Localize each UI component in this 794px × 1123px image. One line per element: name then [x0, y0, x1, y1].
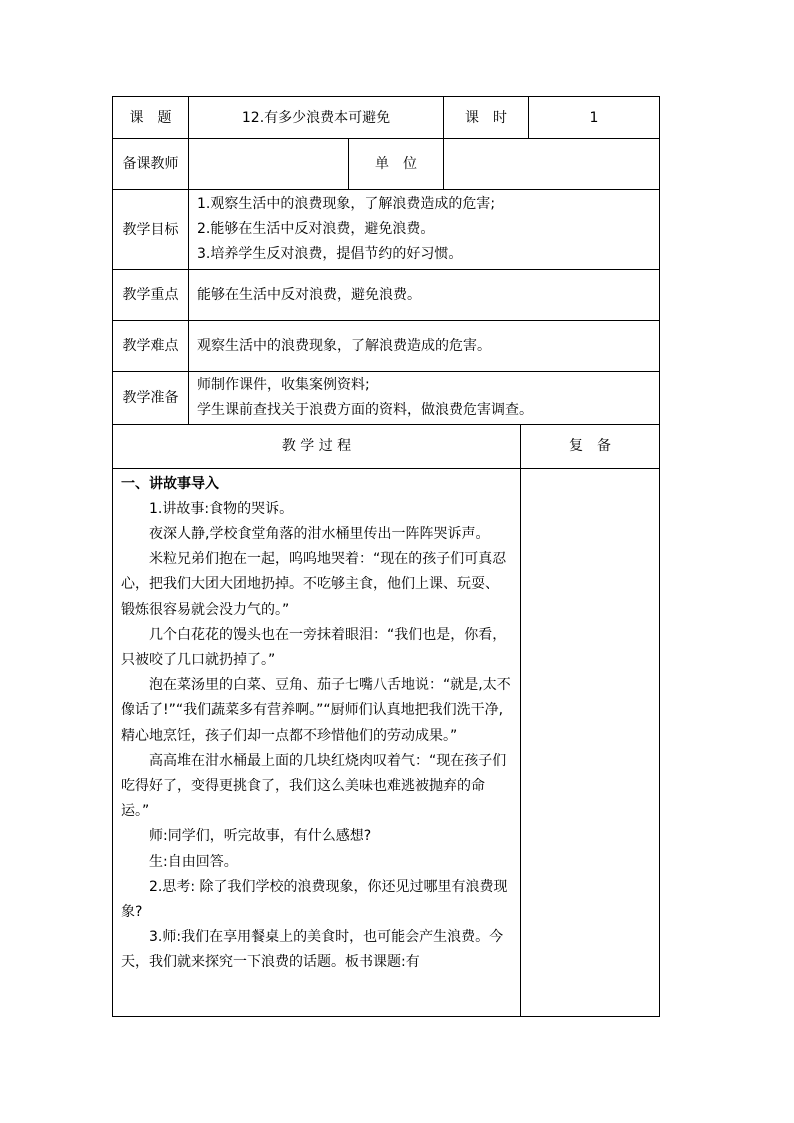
unit-label: 单 位 [349, 139, 444, 190]
key-point-text: 能够在生活中反对浪费，避免浪费。 [189, 270, 660, 321]
teaching-process-table [112, 425, 660, 1017]
process-paragraph: 1.讲故事:食物的哭诉。 [149, 500, 294, 517]
process-paragraph: 泡在菜汤里的白菜、豆角、茄子七嘴八舌地说：“就是,太不像话了!”“我们蔬菜多有营养啊。”“厨师们认真地把我们洗干净,精心地烹饪，孩子们却一点都不珍惜他们的劳动成果。” [121, 677, 511, 744]
process-paragraph: 几个白花花的馒头也在一旁抹着眼泪：“我们也是，你看，只被咬了几口就扔掉了。” [121, 626, 507, 668]
key-point-label: 教学重点 [113, 270, 189, 321]
process-paragraph: 生:自由回答。 [149, 853, 238, 870]
process-paragraph: 3.师:我们在享用餐桌上的美食时，也可能会产生浪费。今天，我们就来探究一下浪费的话题。板书课题:有 [121, 929, 504, 971]
preparation-item: 学生课前查找关于浪费方面的资料，做浪费危害调查。 [197, 402, 533, 418]
objective-item: 3.培养学生反对浪费，提倡节约的好习惯。 [197, 246, 463, 262]
process-paragraph: 2.思考: 除了我们学校的浪费现象，你还见过哪里有浪费现象? [121, 878, 508, 920]
lesson-plan-page [112, 96, 659, 1017]
objective-item: 1.观察生活中的浪费现象，了解浪费造成的危害; [197, 196, 496, 212]
section-title: 一、讲故事导入 [121, 475, 219, 492]
process-paragraph: 师:同学们，听完故事，有什么感想? [149, 828, 372, 845]
process-paragraph: 高高堆在泔水桶最上面的几块红烧肉叹着气：“现在孩子们吃得好了，变得更挑食了，我们这么美味也难逃被抛弃的命运。” [121, 752, 507, 820]
difficulty-label: 教学难点 [113, 321, 189, 372]
teacher-value [189, 139, 349, 190]
objectives-label: 教学目标 [113, 190, 189, 270]
period-value: 1 [529, 97, 660, 139]
lesson-plan-header-table [112, 96, 660, 425]
difficulty-text: 观察生活中的浪费现象，了解浪费造成的危害。 [189, 321, 660, 372]
review-column [521, 468, 660, 1016]
process-paragraph: 夜深人静,学校食堂角落的泔水桶里传出一阵阵哭诉声。 [149, 525, 490, 542]
preparation-label: 教学准备 [113, 372, 189, 425]
objectives-content [189, 190, 660, 270]
review-header: 复 备 [521, 425, 660, 468]
objective-item: 2.能够在生活中反对浪费，避免浪费。 [197, 221, 435, 237]
process-header: 教 学 过 程 [113, 425, 521, 468]
process-body [113, 468, 521, 1016]
teacher-label: 备课教师 [113, 139, 189, 190]
unit-value [444, 139, 660, 190]
preparation-content [189, 372, 660, 425]
course-label: 课 题 [113, 97, 189, 139]
period-label: 课 时 [444, 97, 529, 139]
preparation-item: 师制作课件，收集案例资料; [197, 377, 370, 393]
process-paragraph: 米粒兄弟们抱在一起，呜呜地哭着：“现在的孩子们可真忍心，把我们大团大团地扔掉。不吃够主食，他们上课、玩耍、锻炼很容易就会没力气的。” [121, 551, 507, 618]
course-title: 12.有多少浪费本可避免 [189, 97, 444, 139]
